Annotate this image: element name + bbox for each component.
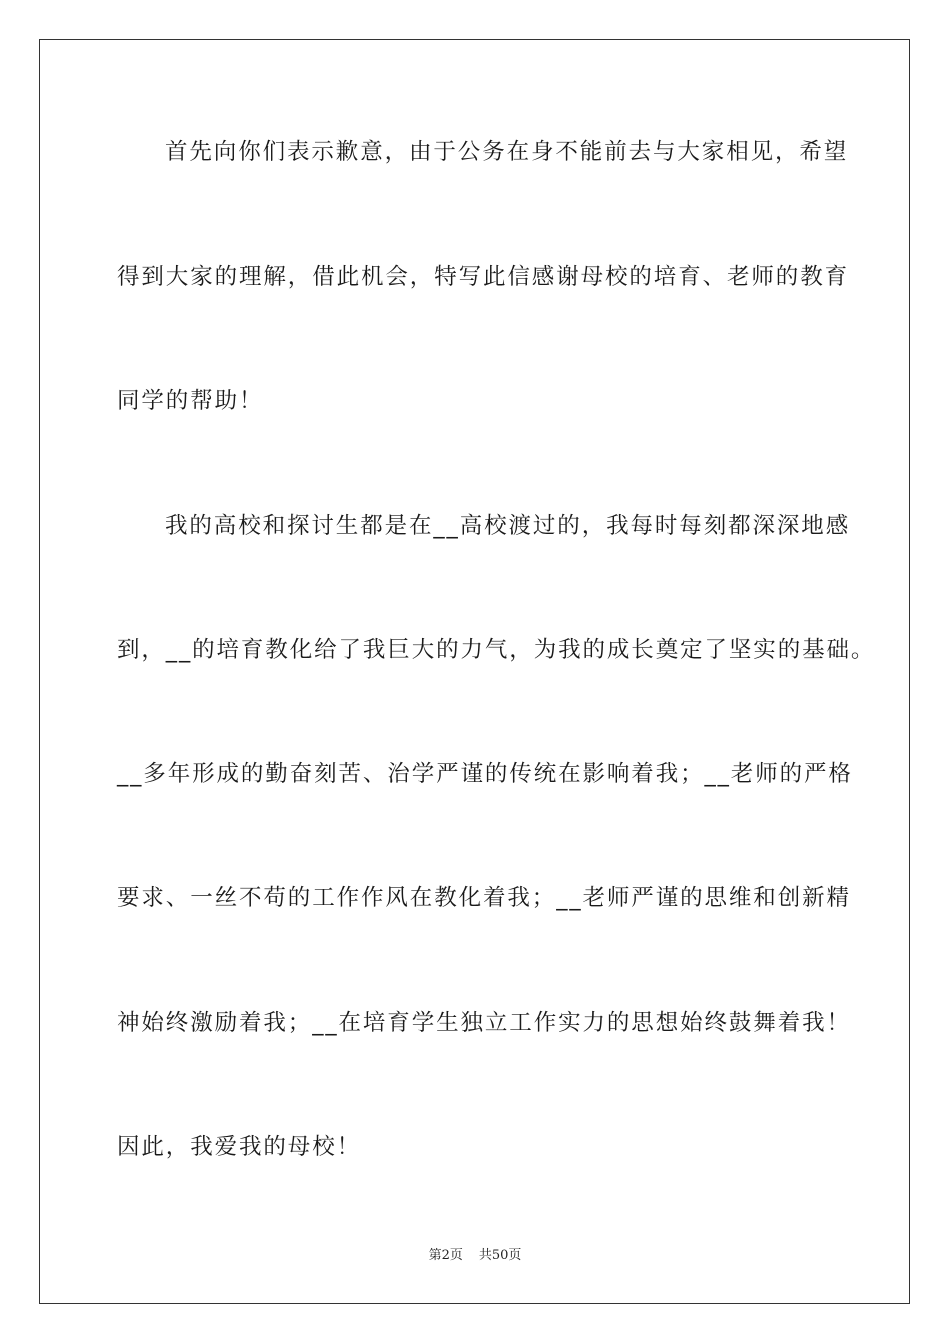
total-pages: 共50页: [478, 1248, 522, 1263]
paragraph-2-line-5: 神始终激励着我；__在培育学生独立工作实力的思想始终鼓舞着我！: [117, 1010, 851, 1036]
paragraph-1-line-3: 同学的帮助！: [117, 388, 264, 414]
page-border: [39, 39, 910, 1304]
paragraph-1-line-2: 得到大家的理解，借此机会，特写此信感谢母校的培育、老师的教育: [117, 264, 850, 290]
paragraph-3-line-1: 因此，我爱我的母校！: [117, 1134, 362, 1160]
paragraph-2-line-4: 要求、一丝不苟的工作作风在教化着我；__老师严谨的思维和创新精: [117, 885, 851, 911]
paragraph-2-line-2: 到，__的培育教化给了我巨大的力气，为我的成长奠定了坚实的基础。: [117, 637, 876, 663]
paragraph-2-line-1: 我的高校和探讨生都是在__高校渡过的，我每时每刻都深深地感: [165, 513, 851, 539]
page-footer: [0, 1247, 950, 1265]
page-number: 第2页: [428, 1248, 463, 1263]
paragraph-1-line-1: 首先向你们表示歉意，由于公务在身不能前去与大家相见，希望: [165, 139, 849, 165]
paragraph-2-line-3: __多年形成的勤奋刻苦、治学严谨的传统在影响着我；__老师的严格: [117, 761, 853, 787]
